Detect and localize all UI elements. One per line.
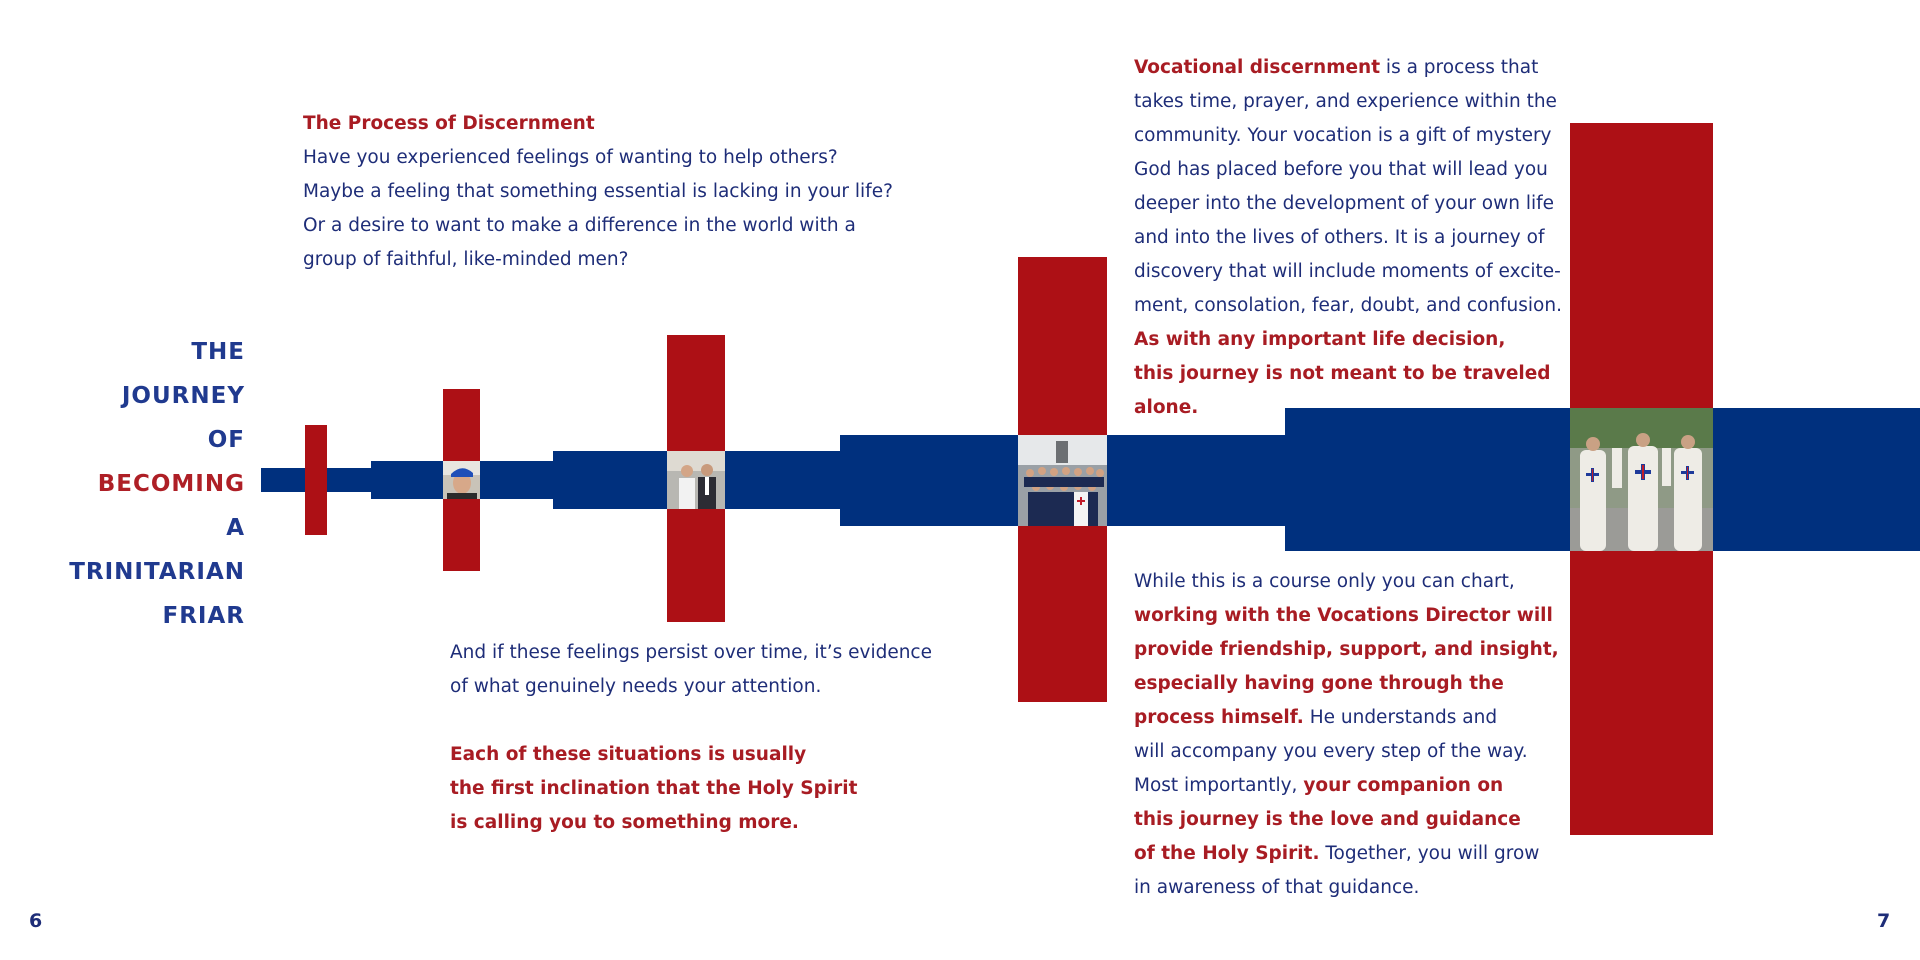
title-line: OF xyxy=(207,427,245,453)
vocational-discernment-block xyxy=(1134,51,1562,425)
vocations-director-block xyxy=(1134,565,1559,905)
title-line-highlight: BECOMING xyxy=(97,471,245,497)
title-line: THE xyxy=(191,339,245,365)
paragraph-line: takes time, prayer, and experience within the xyxy=(1134,91,1557,112)
lead-rest: is a process that xyxy=(1380,57,1539,78)
emphasis-line: Each of these situations is usually xyxy=(450,744,807,765)
paragraph-line: and into the lives of others. It is a journey of xyxy=(1134,227,1545,248)
lead-emphasis: Vocational discernment xyxy=(1134,57,1381,78)
paragraph-line: group of faithful, like-minded men? xyxy=(303,249,629,270)
group-photo xyxy=(1018,435,1107,526)
journey-title xyxy=(69,330,245,638)
emphasis-line: the first inclination that the Holy Spirit xyxy=(450,778,858,799)
title-line: TRINITARIAN xyxy=(69,559,245,585)
paragraph-line xyxy=(1134,837,1559,871)
paragraph-line: will accompany you every step of the way. xyxy=(1134,741,1528,762)
emphasis-span: of the Holy Spirit. xyxy=(1134,843,1320,864)
emphasis-span: your companion on xyxy=(1303,775,1504,796)
feelings-persist-block xyxy=(450,636,932,840)
paragraph-line: deeper into the development of your own life xyxy=(1134,193,1555,214)
emphasis-line: is calling you to something more. xyxy=(450,812,799,833)
friars-procession-photo xyxy=(1570,408,1713,551)
paragraph-line xyxy=(1134,51,1562,85)
emphasis-line: As with any important life decision, xyxy=(1134,329,1506,350)
paragraph-line: Maybe a feeling that something essential is lacking in your life? xyxy=(303,181,893,202)
text-span: Most importantly, xyxy=(1134,775,1304,796)
emphasis-line: this journey is the love and guidance xyxy=(1134,809,1521,830)
paragraph-line xyxy=(1134,769,1559,803)
paragraph-line: And if these feelings persist over time, it’s evidence xyxy=(450,642,932,663)
paragraph-line: Or a desire to want to make a difference in the world with a xyxy=(303,215,856,236)
two-people-photo xyxy=(667,451,725,509)
paragraph-line: community. Your vocation is a gift of mystery xyxy=(1134,125,1552,146)
page-number-left: 6 xyxy=(29,910,43,932)
red-cross-1 xyxy=(305,425,327,535)
paragraph-line: While this is a course only you can chart, xyxy=(1134,571,1515,592)
emphasis-line: especially having gone through the xyxy=(1134,673,1504,694)
paragraph-line: ment, consolation, fear, doubt, and confusion. xyxy=(1134,295,1562,316)
paragraph-line: in awareness of that guidance. xyxy=(1134,877,1420,898)
emphasis-line: alone. xyxy=(1134,397,1199,418)
section-heading: The Process of Discernment xyxy=(303,113,595,134)
process-of-discernment-block xyxy=(303,107,893,277)
emphasis-line: provide friendship, support, and insight, xyxy=(1134,639,1559,660)
emphasis-line: this journey is not meant to be traveled xyxy=(1134,363,1551,384)
title-line: A xyxy=(226,515,245,541)
text-span: He understands and xyxy=(1303,707,1498,728)
paragraph-line xyxy=(1134,701,1559,735)
paragraph-line: of what genuinely needs your attention. xyxy=(450,676,822,697)
title-line: JOURNEY xyxy=(121,383,245,409)
page-number-right: 7 xyxy=(1877,910,1891,932)
emphasis-span: process himself. xyxy=(1134,707,1304,728)
person-with-cap-photo xyxy=(443,461,480,499)
text-span: Together, you will grow xyxy=(1319,843,1540,864)
paragraph-line: Have you experienced feelings of wanting to help others? xyxy=(303,147,838,168)
emphasis-line: working with the Vocations Director will xyxy=(1134,605,1553,626)
paragraph-line: God has placed before you that will lead you xyxy=(1134,159,1548,180)
title-line: FRIAR xyxy=(162,603,245,629)
paragraph-line: discovery that will include moments of excite- xyxy=(1134,261,1561,282)
